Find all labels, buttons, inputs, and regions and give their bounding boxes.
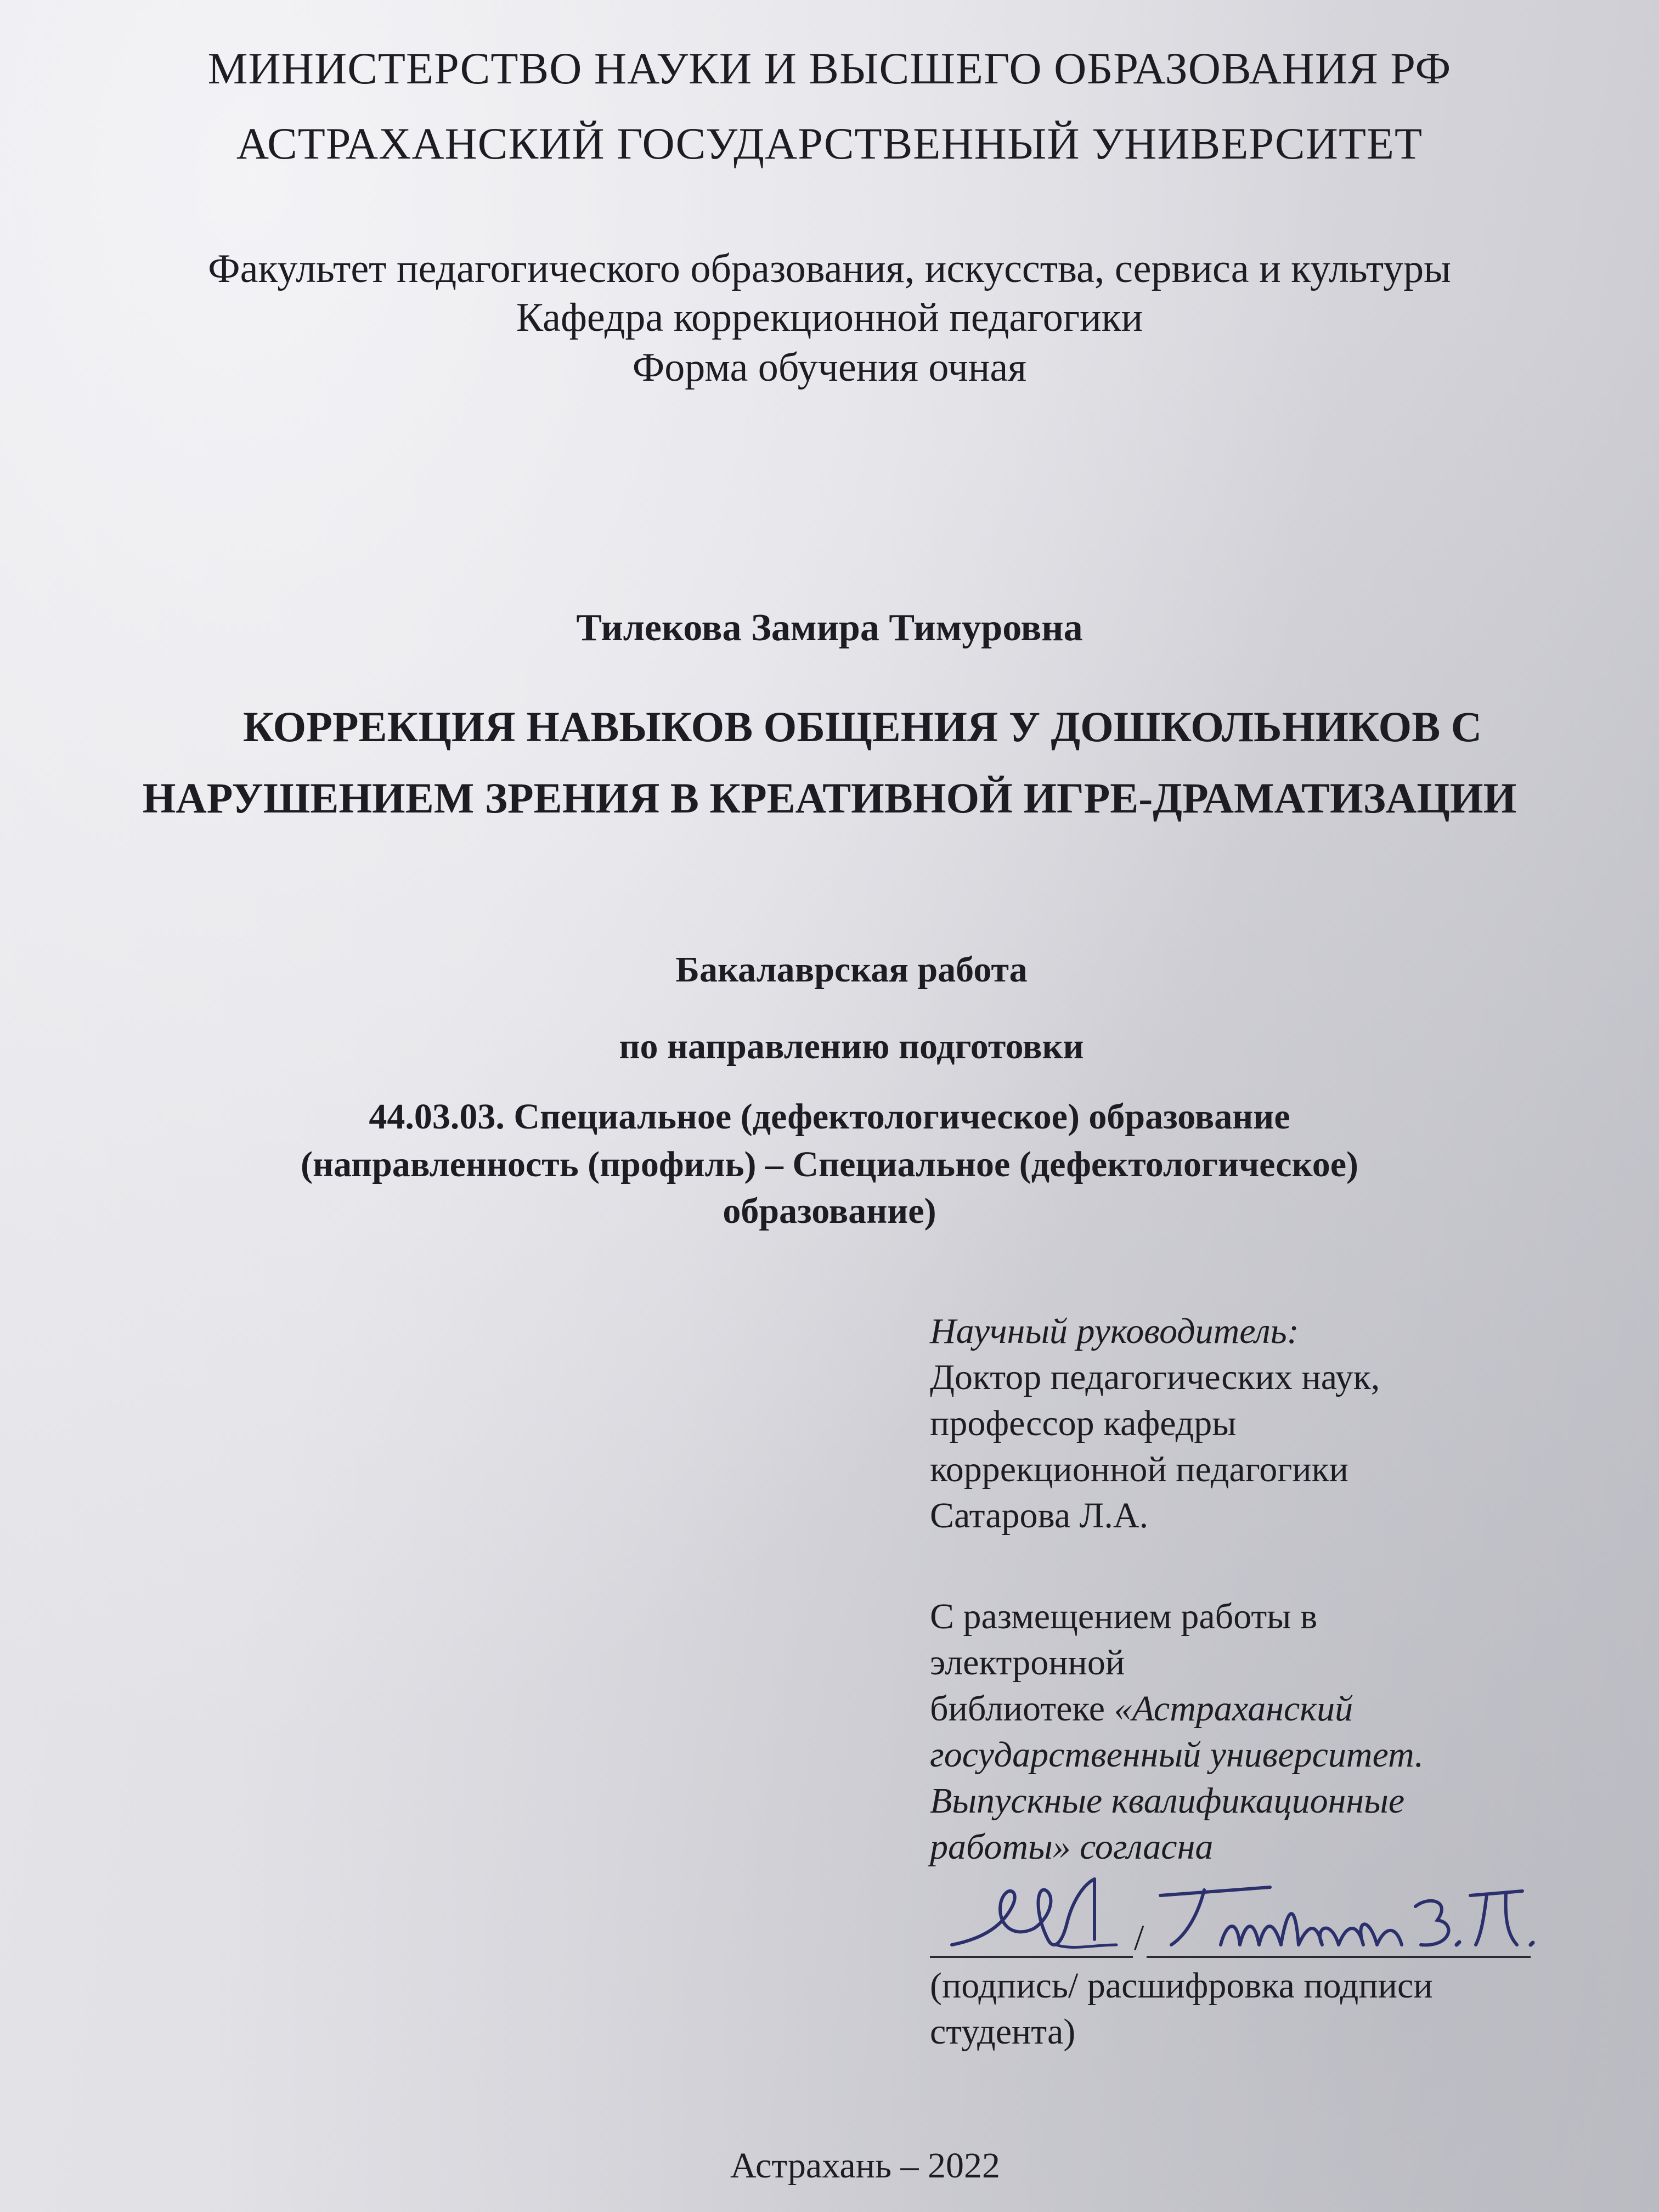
consent-line5: Выпускные квалификационные [930, 1781, 1405, 1821]
consent-line6: работы» согласна [930, 1827, 1214, 1867]
profile-line1: (направленность (профиль) – Специальное (дефектологическое) [300, 1144, 1359, 1184]
city-year: Астрахань – 2022 [730, 2146, 1001, 2186]
consent-line1: С размещением работы в [930, 1596, 1318, 1637]
study-form-line: Форма обучения очная [632, 345, 1027, 390]
supervisor-position: профессор кафедры [930, 1403, 1237, 1443]
direction-code: 44.03.03. Специальное (дефектологическое) образование [369, 1097, 1290, 1137]
faculty-line: Факультет педагогического образования, искусства, сервиса и культуры [208, 246, 1451, 291]
signature-caption-line2: студента) [930, 2012, 1076, 2052]
consent-library-name: «Астраханский [1114, 1689, 1353, 1729]
consent-block [930, 1594, 1566, 1870]
consent-line2: электронной [930, 1643, 1125, 1683]
handwritten-signature [930, 1863, 1544, 1967]
ministry-heading: МИНИСТЕРСТВО НАУКИ И ВЫСШЕГО ОБРАЗОВАНИЯ РФ [207, 43, 1452, 93]
consent-line4: государственный университет. [930, 1735, 1424, 1775]
university-heading: АСТРАХАНСКИЙ ГОСУДАРСТВЕННЫЙ УНИВЕРСИТЕТ [236, 119, 1423, 168]
supervisor-name: Сатарова Л.А. [930, 1496, 1149, 1536]
signature-transcript-underline [1147, 1956, 1531, 1958]
thesis-title-line1: КОРРЕКЦИЯ НАВЫКОВ ОБЩЕНИЯ У ДОШКОЛЬНИКОВ С [242, 703, 1482, 751]
signature-row [930, 1863, 1544, 1967]
supervisor-department: коррекционной педагогики [930, 1449, 1348, 1489]
work-type: Бакалаврская работа [675, 950, 1028, 990]
consent-line3-prefix: библиотеке [930, 1689, 1114, 1729]
department-line: Кафедра коррекционной педагогики [516, 295, 1143, 340]
consent-line3 [930, 1686, 1566, 1732]
signature-caption-line1: (подпись/ расшифровка подписи [930, 1966, 1433, 2006]
signature-separator: / [1134, 1918, 1144, 1958]
supervisor-label: Научный руководитель: [930, 1311, 1299, 1351]
signature-underline [930, 1956, 1133, 1958]
thesis-title-line2: НАРУШЕНИЕМ ЗРЕНИЯ В КРЕАТИВНОЙ ИГРЕ-ДРАМАТИЗАЦИИ [142, 774, 1517, 822]
supervisor-degree: Доктор педагогических наук, [930, 1357, 1380, 1397]
profile-line2: образование) [723, 1191, 936, 1231]
direction-label: по направлению подготовки [619, 1026, 1084, 1066]
signature-caption [930, 1963, 1566, 2055]
supervisor-block [930, 1308, 1566, 1539]
author-name: Тилекова Замира Тимуровна [576, 607, 1083, 649]
